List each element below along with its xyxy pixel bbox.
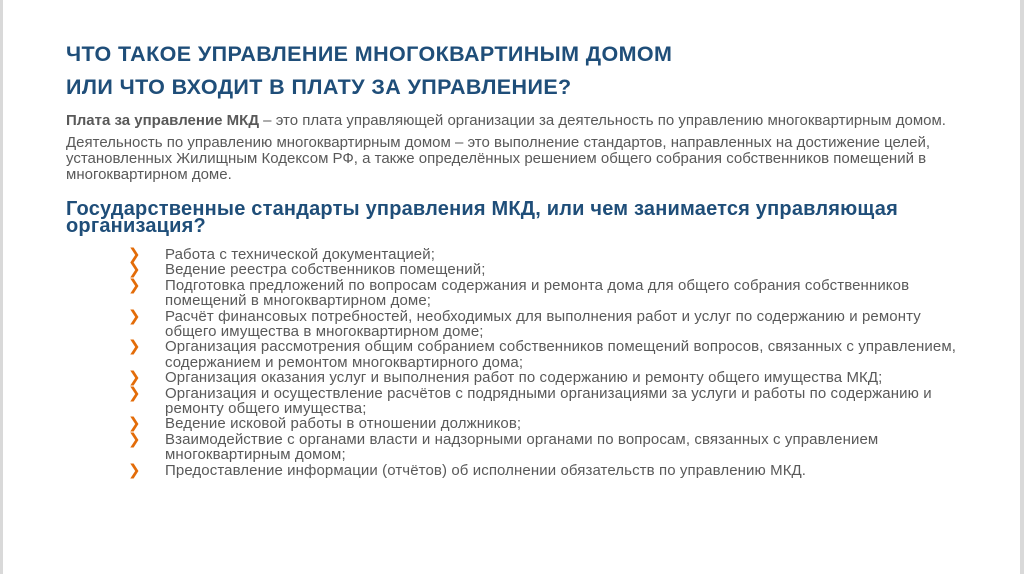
slide [66, 38, 966, 478]
list-item-text: Организация оказания услуг и выполнения работ по содержанию и ремонту общего имущества МКД; [165, 369, 883, 387]
list-item-text: Расчёт финансовых потребностей, необходимых для выполнения работ и услуг по содержанию и ремонту общего имущества в многоквартирном доме; [165, 307, 921, 341]
list-item [128, 370, 968, 385]
activity-paragraph: Деятельность по управлению многоквартирным домом – это выполнение стандартов, направленных на достижение целей, установленных Жилищным Кодексом РФ, а также определённых решением общего собрания собственников помещений в многоквартирном доме. [66, 134, 930, 183]
chevron-right-icon: ❯ [128, 276, 141, 294]
intro-block [66, 113, 966, 183]
page-edge-right [1020, 0, 1024, 574]
definition-term: Плата за управление МКД [66, 112, 260, 129]
page-edge-left [0, 0, 3, 574]
standards-list [128, 247, 968, 478]
definition-paragraph [66, 113, 966, 129]
list-item [128, 463, 968, 478]
chevron-right-icon: ❯ [128, 415, 141, 433]
list-item-text: Взаимодействие с органами власти и надзорными органами по вопросам, связанных с управлением многоквартирным домом; [165, 430, 879, 464]
chevron-right-icon: ❯ [128, 338, 141, 356]
definition-text: – это плата управляющей организации за деятельность по управлению многоквартирным домом. [259, 112, 946, 129]
page-title [66, 38, 966, 104]
page-title-line-1: ЧТО ТАКОЕ УПРАВЛЕНИЕ МНОГОКВАРТИНЫМ ДОМОМ [66, 42, 673, 66]
chevron-right-icon: ❯ [128, 384, 141, 402]
chevron-right-icon: ❯ [128, 246, 141, 263]
list-item [128, 247, 968, 262]
list-item-text: Ведение реестра собственников помещений; [165, 261, 486, 279]
chevron-right-icon: ❯ [128, 261, 141, 279]
list-item-text: Предоставление информации (отчётов) об исполнении обязательств по управлению МКД. [165, 461, 807, 479]
list-item [128, 416, 968, 431]
standards-heading: Государственные стандарты управления МКД, или чем занимается управляющая организация? [66, 198, 898, 237]
list-item [128, 339, 968, 370]
list-item-text: Организация рассмотрения общим собранием собственников помещений вопросов, связанных с управлением, содержанием и ремонтом многоквартирного дома; [165, 338, 957, 371]
list-item [128, 278, 968, 309]
list-item-text: Работа с технической документацией; [165, 246, 435, 263]
list-item [128, 386, 968, 417]
list-item-text: Подготовка предложений по вопросам содержания и ремонта дома для общего собрания собственников помещений в многоквартирном доме; [165, 276, 910, 310]
list-item-text: Организация и осуществление расчётов с подрядными организациями за услуги и работы по содержанию и ремонту общего имущества; [165, 384, 932, 418]
list-item [128, 432, 968, 463]
list-item [128, 309, 968, 340]
chevron-right-icon: ❯ [128, 461, 141, 479]
chevron-right-icon: ❯ [128, 369, 141, 387]
chevron-right-icon: ❯ [128, 430, 141, 448]
list-item-text: Ведение исковой работы в отношении должников; [165, 415, 522, 433]
chevron-right-icon: ❯ [128, 307, 141, 325]
page-title-line-2: ИЛИ ЧТО ВХОДИТ В ПЛАТУ ЗА УПРАВЛЕНИЕ? [66, 75, 572, 99]
list-item [128, 262, 968, 277]
